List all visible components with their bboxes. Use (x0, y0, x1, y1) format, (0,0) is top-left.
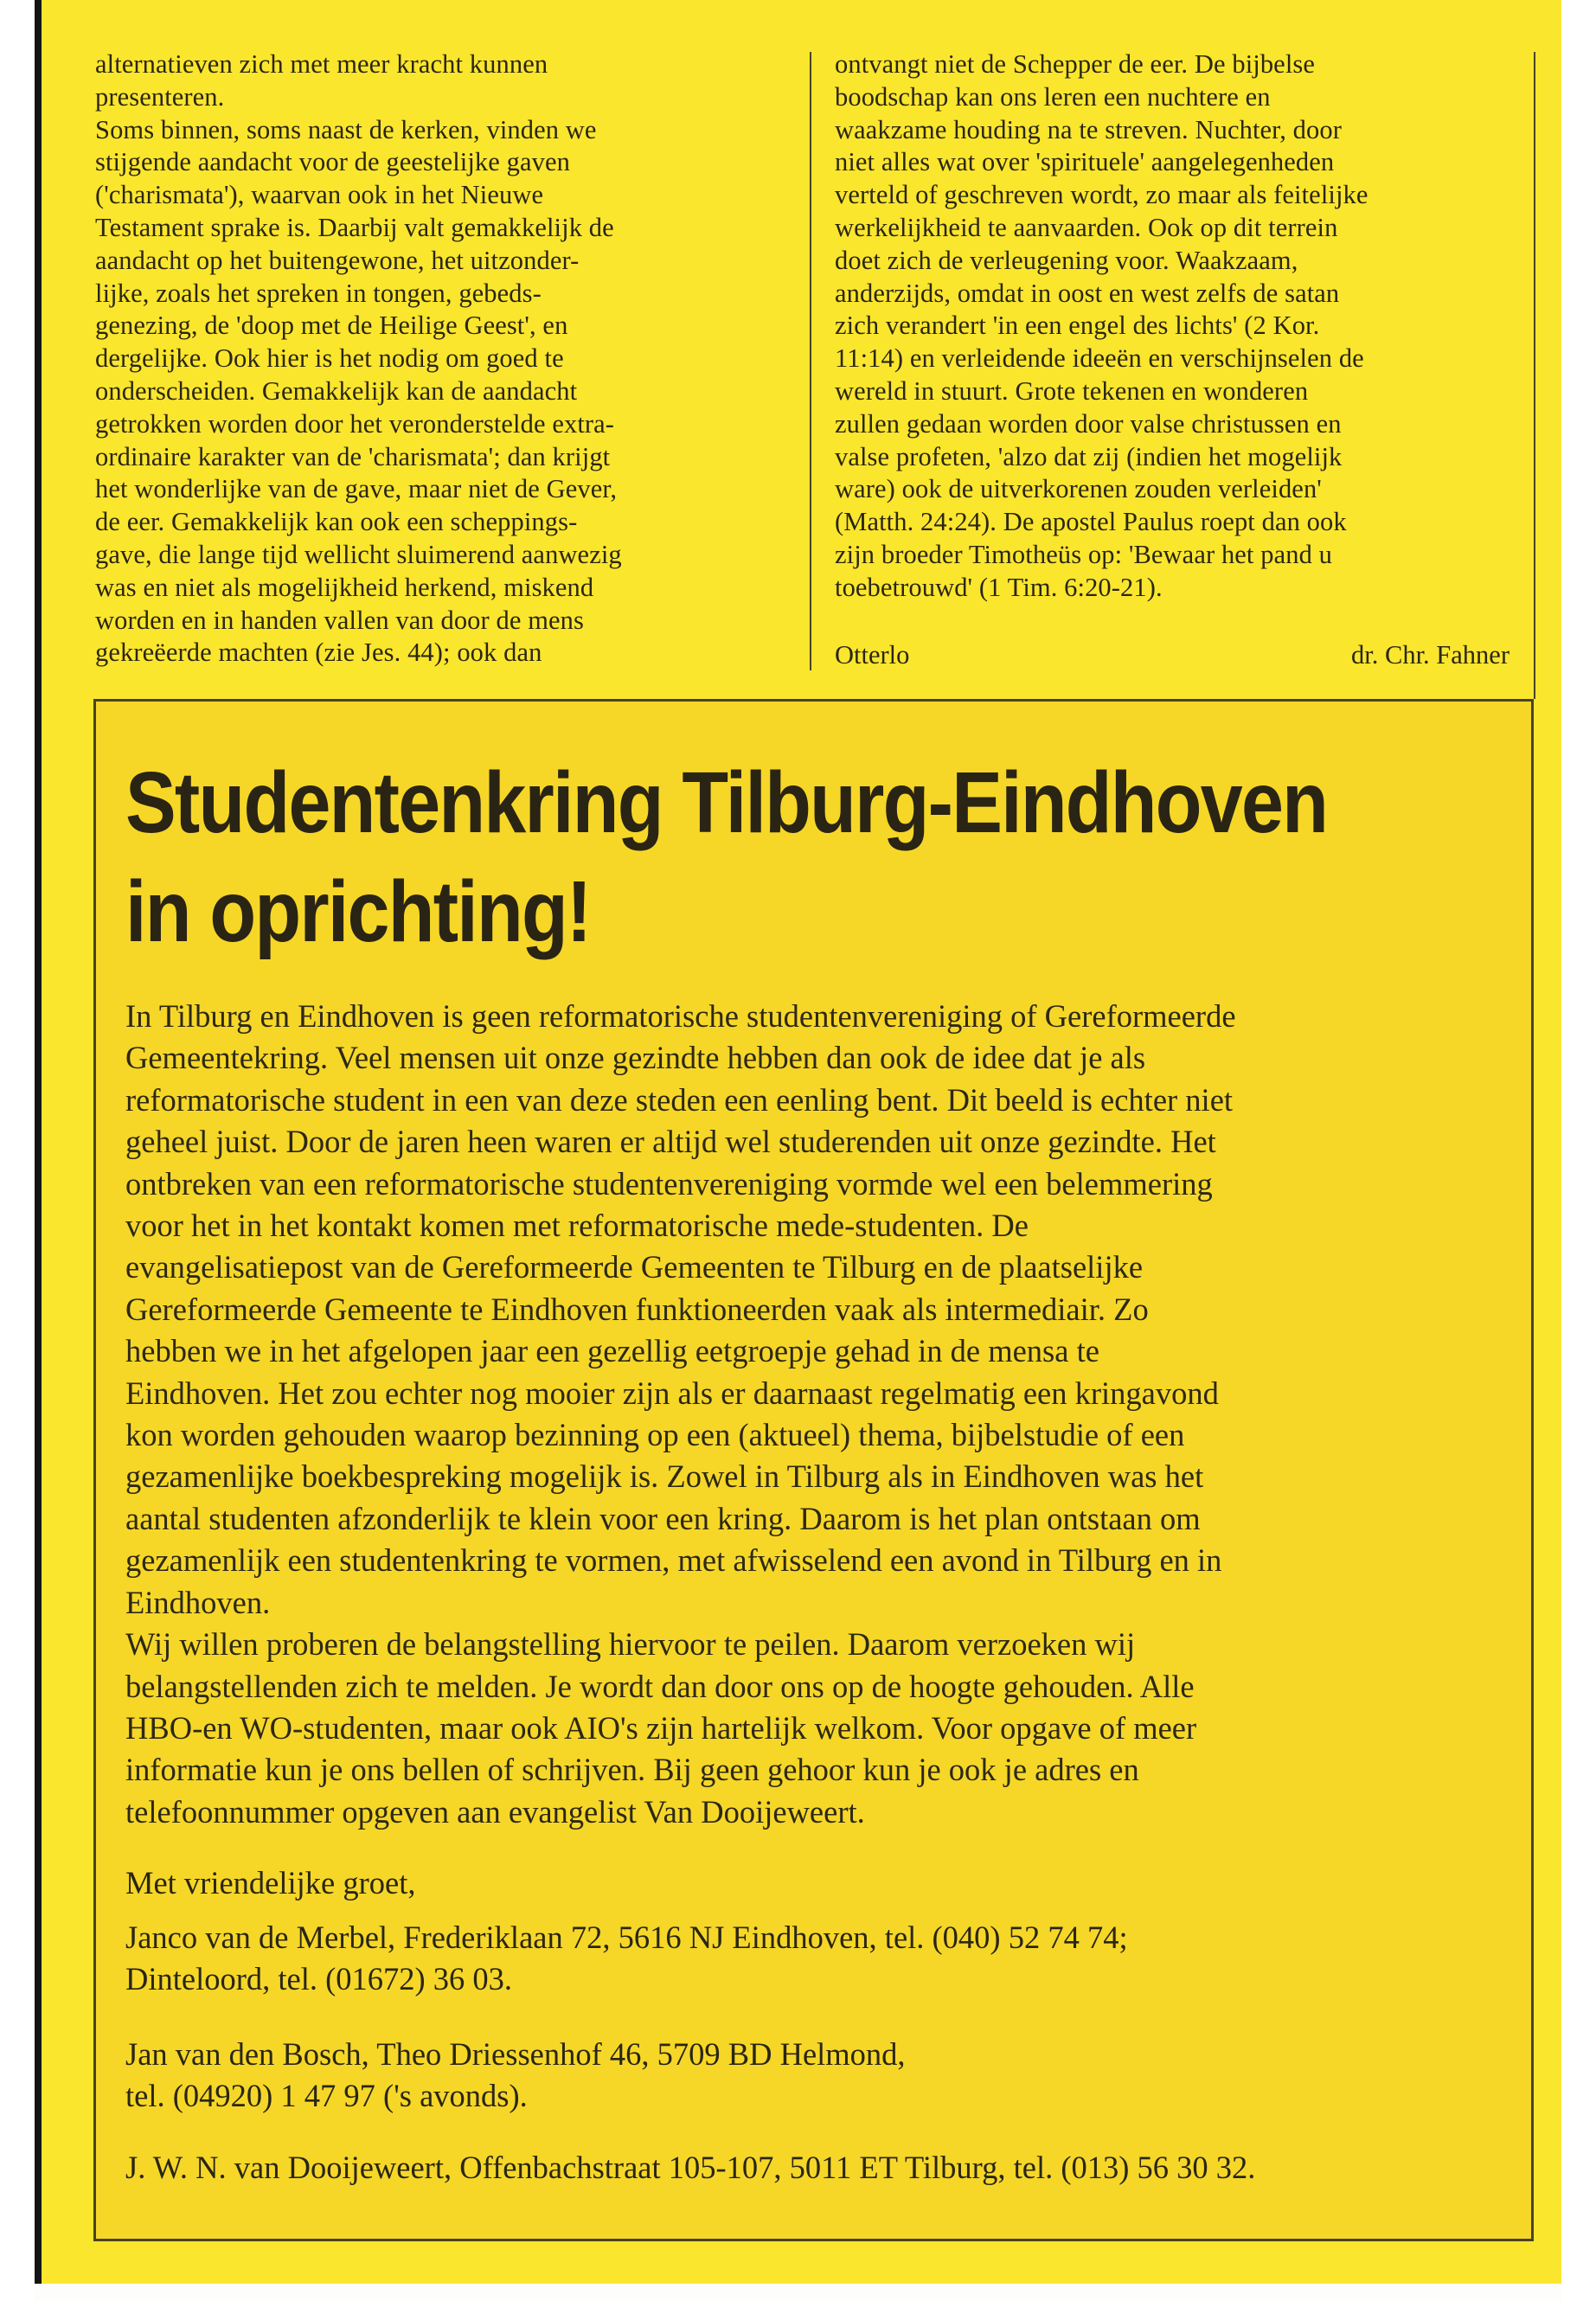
text-line: evangelisatiepost van de Gereformeerde Gemeenten te Tilburg en de plaatselijke (125, 1249, 1144, 1285)
headline-line-2: in oprichting! (125, 863, 591, 960)
text-line: gezamenlijke boekbespreking mogelijk is. Zowel in Tilburg als in Eindhoven was het (125, 1458, 1204, 1495)
text-line: HBO-en WO-studenten, maar ook AIO's zijn hartelijk welkom. Voor opgave of meer (125, 1709, 1197, 1746)
text-line: kon worden gehouden waarop bezinning op een (aktueel) thema, bijbelstudie of een (125, 1417, 1185, 1453)
text-line: zullen gedaan worden door valse christussen en (835, 408, 1342, 439)
text-line: lijke, zoals het spreken in tongen, gebeds- (95, 278, 542, 308)
text-line: boodschap kan ons leren een nuchtere en (835, 81, 1271, 112)
text-line: (Matth. 24:24). De apostel Paulus roept dan ook (835, 507, 1347, 537)
contact-dooijeweert (125, 2147, 1505, 2189)
text-line: voor het in het kontakt komen met reformatorische mede-studenten. De (125, 1208, 1029, 1244)
bottom-margin (35, 2284, 1561, 2301)
text-line: Eindhoven. (125, 1584, 271, 1620)
text-line: telefoonnummer opgeven aan evangelist Van Dooijeweert. (125, 1793, 865, 1830)
text-line: verteld of geschreven wordt, zo maar als feitelijke (835, 180, 1368, 210)
signature-place: Otterlo (835, 640, 910, 670)
text-line: worden en in handen vallen van door de mens (95, 605, 584, 635)
text-line: valse profeten, 'alzo dat zij (indien het mogelijk (835, 441, 1343, 471)
text-line: het wonderlijke van de gave, maar niet de Gever, (95, 474, 618, 504)
paragraph-1 (125, 996, 1505, 1624)
text-line: zich verandert 'in een engel des lichts' (2 Kor. (835, 311, 1320, 341)
text-line: Gereformeerde Gemeente te Eindhoven funktioneerden vaak als intermediair. Zo (125, 1291, 1149, 1327)
left-text-column (95, 48, 770, 670)
text-line: alternatieven zich met meer kracht kunnen (95, 49, 548, 79)
text-line: werkelijkheid te aanvaarden. Ook op dit terrein (835, 212, 1338, 242)
headline-line-1: Studentenkring Tilburg-Eindhoven (125, 754, 1328, 851)
text-line: aantal studenten afzonderlijk te klein voor een kring. Daarom is het plan ontstaan om (125, 1500, 1201, 1536)
text-line: Soms binnen, soms naast de kerken, vinden we (95, 114, 597, 144)
text-line: getrokken worden door het veronderstelde extra- (95, 408, 615, 439)
contact-merbel (125, 1917, 1505, 2001)
announcement-box (93, 699, 1534, 2241)
text-line: dergelijke. Ook hier is het nodig om goed te (95, 343, 564, 374)
text-line: Eindhoven. Het zou echter nog mooier zijn als er daarnaast regelmatig een kringavond (125, 1375, 1219, 1411)
left-margin-rule (35, 0, 42, 2301)
text-line: Dinteloord, tel. (01672) 36 03. (125, 1961, 513, 1997)
text-line: geheel juist. Door de jaren heen waren er altijd wel studerenden uit onze gezindte. Het (125, 1124, 1216, 1160)
text-line: genezing, de 'doop met de Heilige Geest', en (95, 311, 568, 341)
text-line: informatie kun je ons bellen of schrijven. Bij geen gehoor kun je ook je adres en (125, 1752, 1139, 1788)
text-line: de eer. Gemakkelijk kan ook een scheppings- (95, 507, 578, 537)
text-line: doet zich de verleugening voor. Waakzaam, (835, 245, 1298, 275)
text-line: reformatorische student in een van deze steden een eenling bent. Dit beeld is echter niet (125, 1081, 1234, 1118)
contact-bosch (125, 2034, 1505, 2118)
text-line: 11:14) en verleidende ideeën en verschijnselen de (835, 343, 1364, 374)
text-line: tel. (04920) 1 47 97 ('s avonds). (125, 2078, 528, 2114)
text-line: niet alles wat over 'spirituele' aangelegenheden (835, 147, 1335, 177)
text-line: hebben we in het afgelopen jaar een gezellig eetgroepje gehad in de mensa te (125, 1333, 1099, 1369)
text-line: In Tilburg en Eindhoven is geen reformatorische studentenvereniging of Gereformeerde (125, 998, 1236, 1034)
text-line: zijn broeder Timotheüs op: 'Bewaar het pand u (835, 539, 1332, 569)
column-divider (810, 52, 811, 670)
text-line: onderscheiden. Gemakkelijk kan de aandacht (95, 375, 578, 406)
text-line: toebetrouwd' (1 Tim. 6:20-21). (835, 572, 1163, 602)
text-line: belangstellenden zich te melden. Je wordt dan door ons op de hoogte gehouden. Alle (125, 1668, 1195, 1704)
article-body (125, 996, 1505, 1833)
signature-author: dr. Chr. Fahner (1351, 640, 1509, 670)
text-line: J. W. N. van Dooijeweert, Offenbachstraat 105-107, 5011 ET Tilburg, tel. (013) 56 30 32. (125, 2150, 1256, 2185)
text-line: Testament sprake is. Daarbij valt gemakkelijk de (95, 212, 614, 242)
text-line: waakzame houding na te streven. Nuchter, door (835, 114, 1342, 144)
text-line: ontbreken van een reformatorische studentenvereniging vormde wel een belemmering (125, 1165, 1213, 1202)
text-line: aandacht op het buitengewone, het uitzonder- (95, 245, 580, 275)
text-line: was en niet als mogelijkheid herkend, miskend (95, 572, 594, 602)
text-line: anderzijds, omdat in oost en west zelfs de satan (835, 278, 1340, 308)
text-line: Janco van de Merbel, Frederiklaan 72, 5616 NJ Eindhoven, tel. (040) 52 74 74; (125, 1920, 1128, 1955)
text-line: ontvangt niet de Schepper de eer. De bijbelse (835, 49, 1316, 79)
text-line: gave, die lange tijd wellicht sluimerend aanwezig (95, 539, 622, 569)
text-line: gekreëerde machten (zie Jes. 44); ook dan (95, 638, 542, 668)
headline (125, 748, 1359, 966)
text-line: ('charismata'), waarvan ook in het Nieuwe (95, 180, 544, 210)
text-line: gezamenlijk een studentenkring te vormen, met afwisselend een avond in Tilburg en in (125, 1542, 1222, 1579)
text-line: Jan van den Bosch, Theo Driessenhof 46, 5709 BD Helmond, (125, 2036, 906, 2072)
greeting-text: Met vriendelijke groet, (125, 1865, 416, 1900)
text-line: Gemeentekring. Veel mensen uit onze gezindte hebben dan ook de idee dat je als (125, 1040, 1146, 1076)
previous-article-continuation (95, 0, 1535, 699)
right-text-column (835, 48, 1509, 605)
text-line: ware) ook de uitverkorenen zouden verleiden' (835, 474, 1322, 504)
text-line: stijgende aandacht voor de geestelijke gaven (95, 147, 570, 177)
greeting (125, 1862, 1505, 1904)
right-border-rule (1534, 52, 1535, 699)
text-line: Wij willen proberen de belangstelling hiervoor te peilen. Daarom verzoeken wij (125, 1626, 1136, 1663)
text-line: ordinaire karakter van de 'charismata'; dan krijgt (95, 441, 611, 471)
text-line: presenteren. (95, 81, 225, 112)
text-line: wereld in stuurt. Grote tekenen en wonderen (835, 375, 1309, 406)
paragraph-2 (125, 1624, 1505, 1833)
